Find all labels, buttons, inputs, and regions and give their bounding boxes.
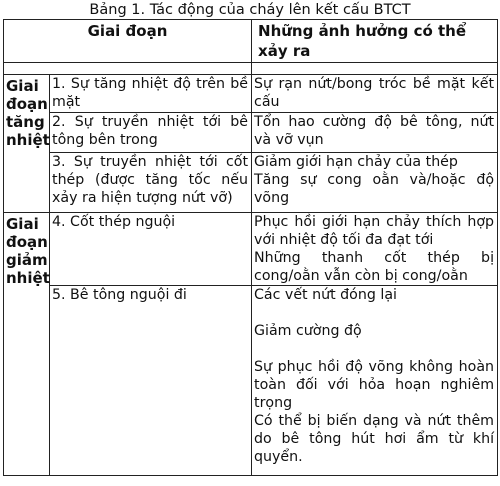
effect-cell [252, 75, 498, 113]
blank-row [4, 63, 498, 75]
stage-cell: 3. Sự truyền nhiệt tới cốt thép (được tăng tốc nếu xảy ra hiện tượng nứt vỡ) [50, 153, 252, 213]
effect-text: Giảm cường độ [254, 323, 362, 339]
table-row [4, 153, 498, 213]
effect-text: Sự phục hồi độ võng không hoàn toàn đối với hỏa hoạn nghiêm trọng [254, 359, 495, 411]
stage-cell: 2. Sự truyền nhiệt tới bê tông bên trong [50, 113, 252, 153]
effect-cell [252, 286, 498, 476]
effect-cell [252, 153, 498, 213]
header-row [4, 20, 498, 63]
effect-text: Sự rạn nứt/bong tróc bề mặt kết cấu [254, 76, 495, 110]
table-row [4, 213, 498, 286]
table-row [4, 286, 498, 476]
effect-text: Giảm giới hạn chảy của thép [254, 154, 458, 170]
effect-text: Có thể bị biến dạng và nứt thêm do bê tông hút hơi ẩm từ khí quyển. [254, 413, 495, 465]
stage-cell: 1. Sự tăng nhiệt độ trên bề mặt [50, 75, 252, 113]
header-stage: Giai đoạn [4, 20, 252, 63]
fire-effects-table [3, 19, 498, 476]
effect-text: Phục hồi giới hạn chảy thích hợp với nhiệt độ tối đa đạt tới [254, 214, 495, 248]
effect-cell [252, 213, 498, 286]
effect-text: Những thanh cốt thép bị cong/oằn vẫn còn bị cong/oằn [254, 250, 495, 284]
effect-text: Tăng sự cong oằn và/hoặc độ võng [254, 172, 495, 206]
effect-cell [252, 113, 498, 153]
table-row [4, 75, 498, 113]
phase-cooling: Giai đoạn giảm nhiệt [4, 213, 50, 476]
table-row [4, 113, 498, 153]
phase-heating: Giai đoạn tăng nhiệt [4, 75, 50, 213]
stage-cell: 4. Cốt thép nguội [50, 213, 252, 286]
effect-text: Tổn hao cường độ bê tông, nứt và vỡ vụn [254, 114, 495, 148]
header-effect: Những ảnh hưởng có thể xảy ra [252, 20, 498, 63]
stage-cell: 5. Bê tông nguội đi [50, 286, 252, 476]
effect-text: Các vết nứt đóng lại [254, 287, 397, 303]
table-caption: Bảng 1. Tác động của cháy lên kết cấu BTCT [89, 2, 411, 18]
